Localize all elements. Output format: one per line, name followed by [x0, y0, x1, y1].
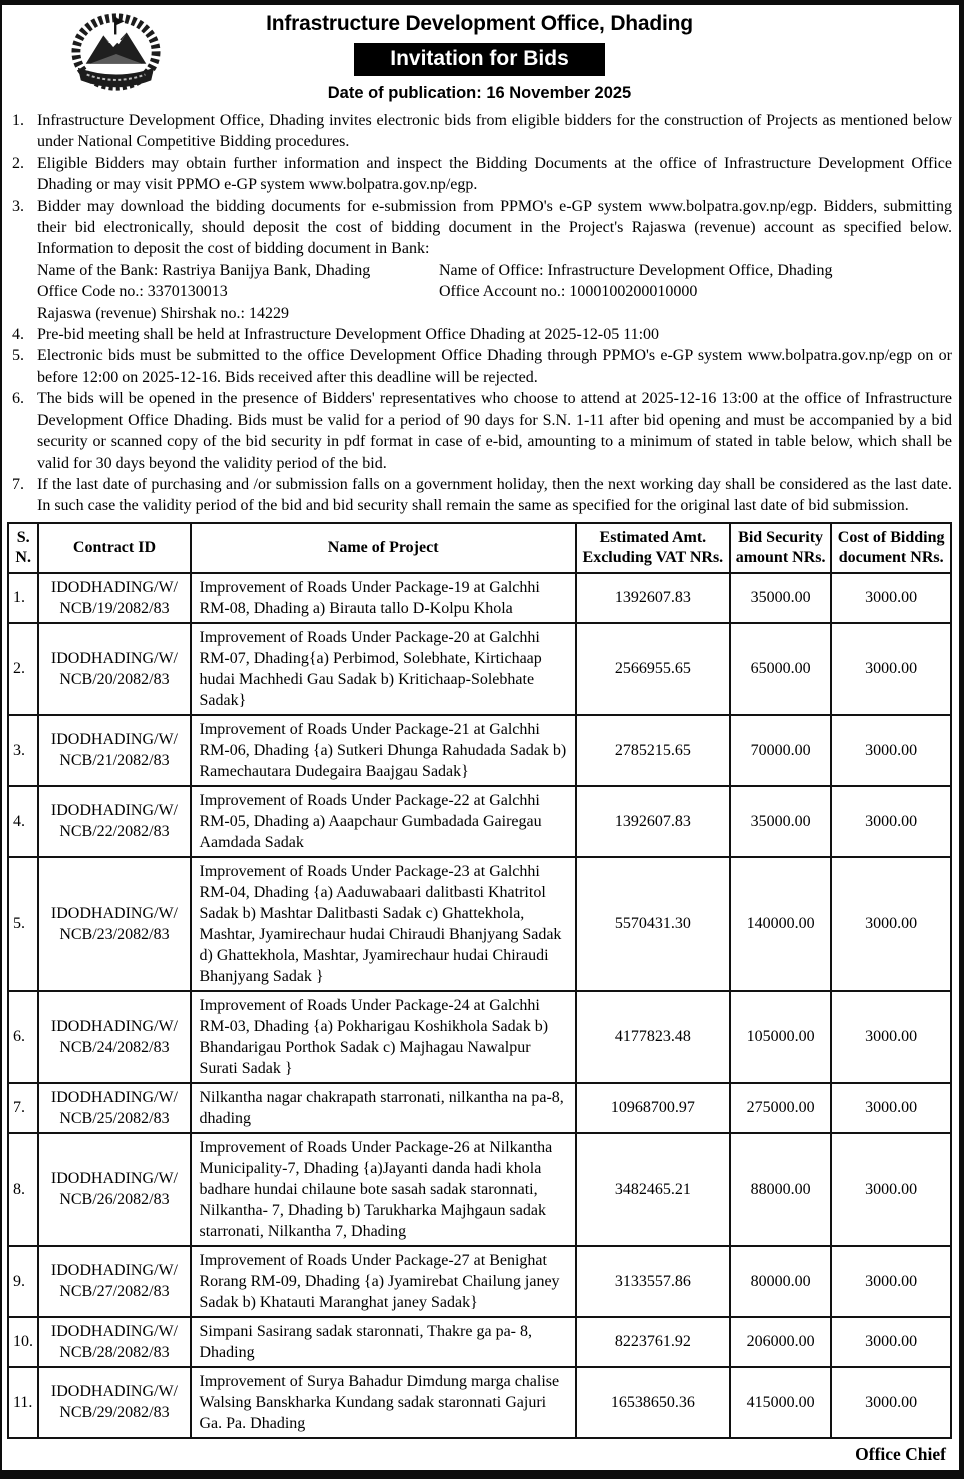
cell-cost: 3000.00: [831, 1246, 951, 1317]
government-emblem-logo: [62, 9, 170, 99]
col-header-cost: Cost of Bidding document NRs.: [831, 523, 951, 573]
office-account: Office Account no.: 1000100200010000: [439, 283, 698, 301]
document-header: [7, 7, 952, 103]
notice-text: If the last date of purchasing and /or submission falls on a government holiday, then the next working day shall be considered as the last date. In such case the validity period of the bid and bid security shall remain the same as specified for the original last date of bid submission.: [37, 475, 952, 515]
cell-sn: 8.: [8, 1133, 38, 1246]
cell-contract-id: IDODHADING/W/ NCB/23/2082/83: [38, 857, 190, 991]
table-row: [8, 1317, 951, 1367]
notice-number: 1.: [12, 112, 24, 129]
office-code: Office Code no.: 3370130013: [37, 283, 228, 301]
cell-sn: 4.: [8, 786, 38, 857]
cell-project: Improvement of Roads Under Package-21 at Galchhi RM-06, Dhading {a) Sutkeri Dhunga Rahudada Sadak b) Ramechautara Dudegaira Baajgau Sadak}: [191, 715, 576, 786]
cell-project: Improvement of Roads Under Package-22 at Galchhi RM-05, Dhading a) Aaapchaur Gumbadada Gairegau Aamdada Sadak: [191, 786, 576, 857]
cell-contract-id: IDODHADING/W/ NCB/25/2082/83: [38, 1083, 190, 1133]
notice-number: 3.: [12, 197, 24, 215]
cell-cost: 3000.00: [831, 991, 951, 1083]
cell-security: 105000.00: [730, 991, 831, 1083]
col-header-project: Name of Project: [191, 523, 576, 573]
cell-security: 88000.00: [730, 1133, 831, 1246]
cell-sn: 7.: [8, 1083, 38, 1133]
col-header-sn: S. N.: [8, 523, 38, 573]
table-row: [8, 623, 951, 715]
invitation-banner: Invitation for Bids: [354, 43, 605, 76]
cell-cost: 3000.00: [831, 573, 951, 623]
table-row: [8, 1367, 951, 1438]
bank-name: Name of the Bank: Rastriya Banijya Bank, Dhading: [37, 261, 371, 279]
cell-amount: 2566955.65: [576, 623, 730, 715]
table-header-row: [8, 523, 951, 573]
office-name: Name of Office: Infrastructure Development Office, Dhading: [439, 261, 833, 279]
notice-list: [7, 110, 952, 517]
col-header-amount: Estimated Amt. Excluding VAT NRs.: [576, 523, 730, 573]
notice-text: Bidder may download the bidding documents for e-submission from PPMO's e-GP system www.bolpatra.gov.np/egp. Bidders, submitting their bid electronically, should deposit the cost of bidding document in the Project's Rajaswa (revenue) account as specified below. Information to deposit the cost of bidding document in Bank:: [37, 197, 952, 258]
cell-sn: 9.: [8, 1246, 38, 1317]
cell-security: 65000.00: [730, 623, 831, 715]
cell-amount: 8223761.92: [576, 1317, 730, 1367]
cell-security: 35000.00: [730, 573, 831, 623]
notice-number: 2.: [12, 154, 24, 172]
col-header-security: Bid Security amount NRs.: [730, 523, 831, 573]
cell-contract-id: IDODHADING/W/ NCB/27/2082/83: [38, 1246, 190, 1317]
publication-date: Date of publication: 16 November 2025: [327, 84, 632, 102]
cell-security: 70000.00: [730, 715, 831, 786]
cell-contract-id: IDODHADING/W/ NCB/21/2082/83: [38, 715, 190, 786]
signature-line: Office Chief: [855, 1443, 946, 1464]
notice-item-1: [7, 110, 952, 153]
cell-project: Nilkantha nagar chakrapath starronati, nilkantha na pa-8, dhading: [191, 1083, 576, 1133]
notice-text: Eligible Bidders may obtain further information and inspect the Bidding Documents at the office of Infrastructure Development Office Dhading or may visit PPMO e-GP system www.bolpatra.gov.np/egp.: [37, 154, 952, 194]
cell-contract-id: IDODHADING/W/ NCB/24/2082/83: [38, 991, 190, 1083]
table-row: [8, 573, 951, 623]
cell-amount: 1392607.83: [576, 573, 730, 623]
cell-project: Improvement of Roads Under Package-27 at Benighat Rorang RM-09, Dhading {a) Jyamirebat Chailung janey Sadak b) Khatauti Maranghat janey Sadak}: [191, 1246, 576, 1317]
cell-project: Improvement of Surya Bahadur Dimdung marga chalise Walsing Banskharka Kundang sadak staronnati Gajuri Ga. Pa. Dhading: [191, 1367, 576, 1438]
cell-cost: 3000.00: [831, 1367, 951, 1438]
cell-cost: 3000.00: [831, 623, 951, 715]
notice-item-5: [7, 345, 952, 388]
cell-sn: 1.: [8, 573, 38, 623]
notice-item-3: [7, 196, 952, 324]
notice-number: 4.: [12, 326, 24, 344]
table-row: [8, 857, 951, 991]
office-title: Infrastructure Development Office, Dhading: [266, 12, 693, 35]
cell-amount: 3482465.21: [576, 1133, 730, 1246]
cell-cost: 3000.00: [831, 786, 951, 857]
notice-number: 5.: [12, 347, 24, 365]
cell-security: 415000.00: [730, 1367, 831, 1438]
cell-sn: 10.: [8, 1317, 38, 1367]
col-header-contract-id: Contract ID: [38, 523, 190, 573]
cell-sn: 6.: [8, 991, 38, 1083]
cell-project: Improvement of Roads Under Package-23 at Galchhi RM-04, Dhading {a) Aaduwabaari dalitbasti Khatritol Sadak b) Mashtar Dalitbasti Sadak c) Ghattekhola, Mashtar, Jyamirechaur hudai Chiraudi Bhanjyang Sadak d) Ghattekhola, Mashtar, Jyamirechaur hudai Chiraudi Bhanjyang Sadak }: [191, 857, 576, 991]
notice-item-4: [7, 324, 952, 345]
cell-security: 140000.00: [730, 857, 831, 991]
notice-item-7: [7, 474, 952, 517]
table-row: [8, 1246, 951, 1317]
cell-cost: 3000.00: [831, 1083, 951, 1133]
cell-sn: 2.: [8, 623, 38, 715]
cell-contract-id: IDODHADING/W/ NCB/19/2082/83: [38, 573, 190, 623]
cell-project: Improvement of Roads Under Package-24 at Galchhi RM-03, Dhading {a) Pokharigau Koshikhola Sadak b) Bhandarigau Porthok Sadak c) Majhagau Nawalpur Surati Sadak }: [191, 991, 576, 1083]
cell-security: 80000.00: [730, 1246, 831, 1317]
bank-details-block: [37, 260, 952, 324]
cell-amount: 10968700.97: [576, 1083, 730, 1133]
notice-text: Electronic bids must be submitted to the office Development Office Dhading through PPMO's e-GP system www.bolpatra.gov.np/egp on or before 12:00 on 2025-12-16. Bids received after this deadline will be rejected.: [37, 347, 952, 386]
table-row: [8, 1083, 951, 1133]
notice-number: 7.: [12, 475, 24, 493]
cell-cost: 3000.00: [831, 1317, 951, 1367]
notice-item-6: [7, 388, 952, 474]
cell-sn: 3.: [8, 715, 38, 786]
cell-project: Improvement of Roads Under Package-20 at Galchhi RM-07, Dhading{a) Perbimod, Solebhate, Kirtichaap hudai Machhedi Gau Sadak b) Kritichaap-Solebhate Sadak}: [191, 623, 576, 715]
notice-text: The bids will be opened in the presence of Bidders' representatives who choose to attend at 2025-12-16 13:00 at the office of Infrastructure Development Office Dhading. Bids must be valid for a period of 90 days for S.N. 1-11 after bid opening and must be accompanied by a bid security or scanned copy of the bid security in pdf format in case of e-bid, amounting to a minimum of stated in table below, which shall be valid for 30 days beyond the validity period of the bid.: [37, 390, 952, 472]
notice-number: 6.: [12, 390, 24, 408]
cell-security: 206000.00: [730, 1317, 831, 1367]
table-row: [8, 991, 951, 1083]
spacer: [439, 303, 952, 324]
cell-cost: 3000.00: [831, 1133, 951, 1246]
cell-project: Improvement of Roads Under Package-19 at Galchhi RM-08, Dhading a) Birauta tallo D-Kolpu Khola: [191, 573, 576, 623]
cell-contract-id: IDODHADING/W/ NCB/29/2082/83: [38, 1367, 190, 1438]
cell-amount: 5570431.30: [576, 857, 730, 991]
table-row: [8, 786, 951, 857]
cell-sn: 5.: [8, 857, 38, 991]
cell-project: Improvement of Roads Under Package-26 at Nilkantha Municipality-7, Dhading {a)Jayanti danda hadi khola badhare hundai chilaune bote sasah sadak staronnati, Nilkantha- 7, Dhading b) Tarukharka Majhgaun sadak starronati, Nilkantha 7, Dhading: [191, 1133, 576, 1246]
table-row: [8, 715, 951, 786]
cell-amount: 16538650.36: [576, 1367, 730, 1438]
cell-security: 35000.00: [730, 786, 831, 857]
cell-cost: 3000.00: [831, 715, 951, 786]
cell-amount: 4177823.48: [576, 991, 730, 1083]
rajaswa-shirshak: Rajaswa (revenue) Shirshak no.: 14229: [37, 304, 289, 322]
cell-project: Simpani Sasirang sadak staronnati, Thakre ga pa- 8, Dhading: [191, 1317, 576, 1367]
cell-contract-id: IDODHADING/W/ NCB/28/2082/83: [38, 1317, 190, 1367]
cell-contract-id: IDODHADING/W/ NCB/26/2082/83: [38, 1133, 190, 1246]
cell-cost: 3000.00: [831, 857, 951, 991]
bids-table: [7, 522, 952, 1439]
cell-contract-id: IDODHADING/W/ NCB/20/2082/83: [38, 623, 190, 715]
cell-security: 275000.00: [730, 1083, 831, 1133]
cell-contract-id: IDODHADING/W/ NCB/22/2082/83: [38, 786, 190, 857]
cell-amount: 3133557.86: [576, 1246, 730, 1317]
notice-text: Infrastructure Development Office, Dhading invites electronic bids from eligible bidders for the construction of Projects as mentioned below under National Competitive Bidding procedures.: [37, 112, 952, 151]
table-row: [8, 1133, 951, 1246]
notice-text: Pre-bid meeting shall be held at Infrastructure Development Office Dhading at 2025-12-05 11:00: [37, 326, 660, 344]
notice-item-2: [7, 153, 952, 196]
cell-amount: 1392607.83: [576, 786, 730, 857]
cell-amount: 2785215.65: [576, 715, 730, 786]
cell-sn: 11.: [8, 1367, 38, 1438]
